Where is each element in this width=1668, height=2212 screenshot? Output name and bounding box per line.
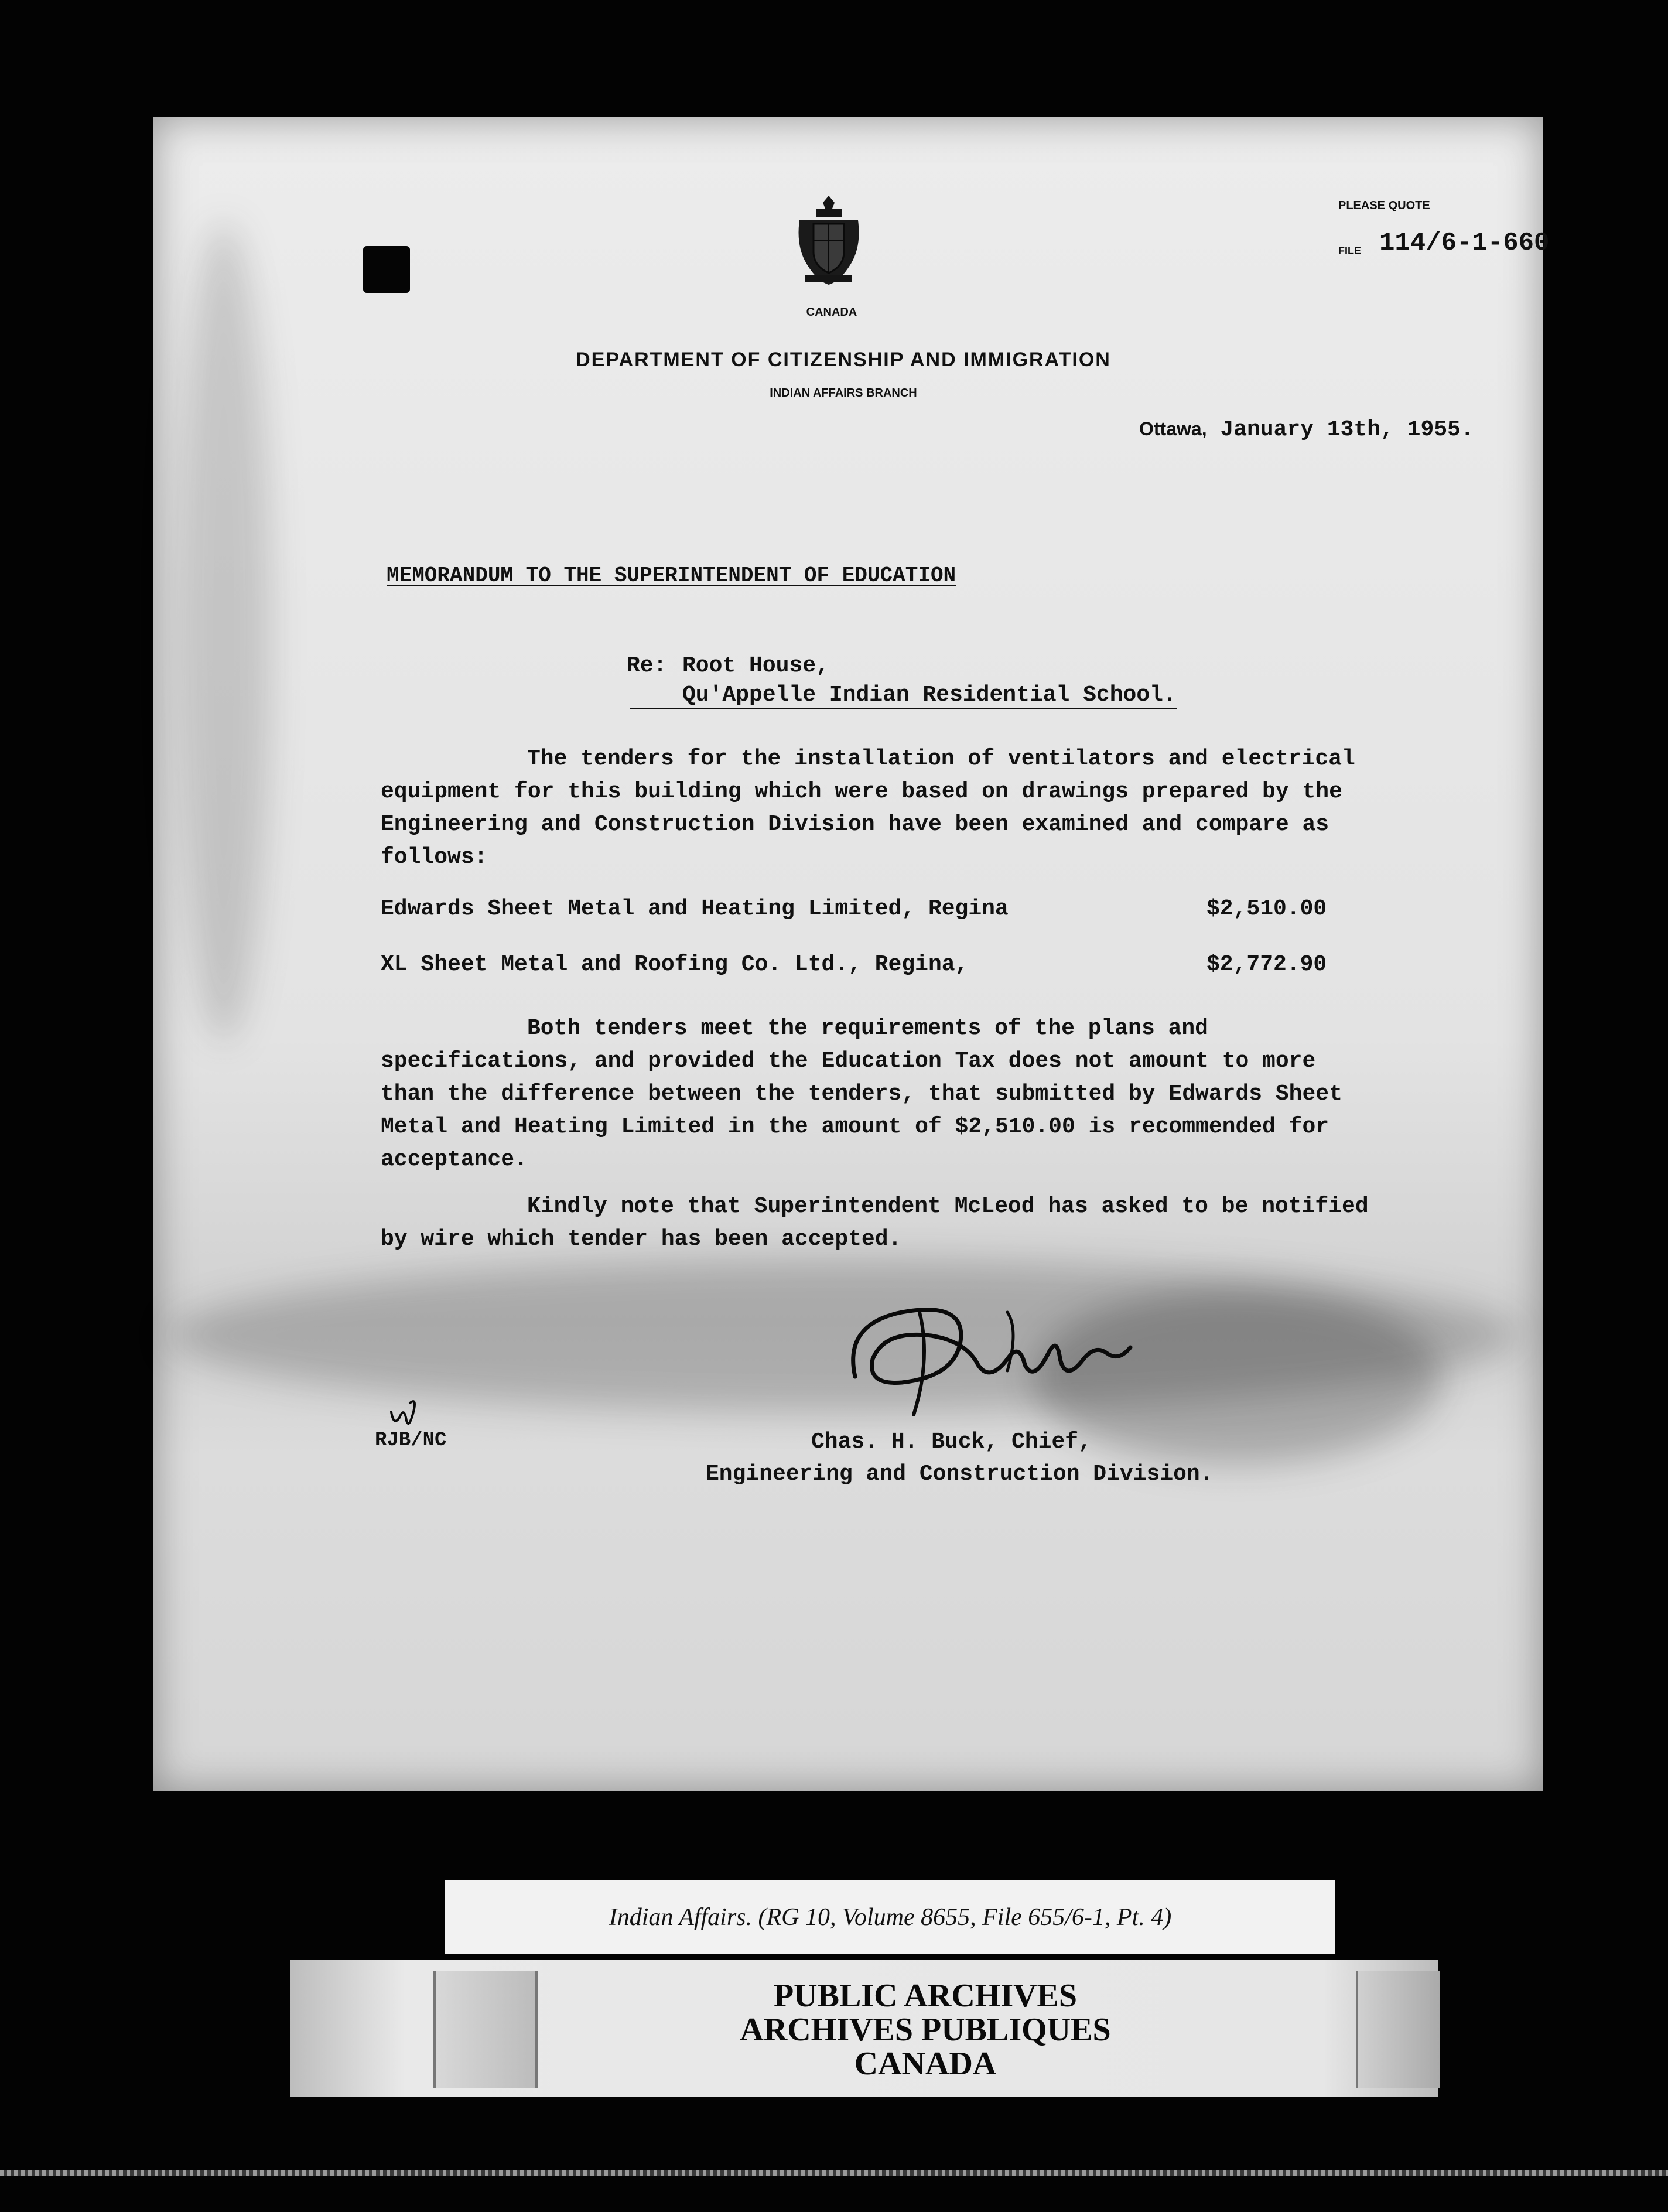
tender-1-name: Edwards Sheet Metal and Heating Limited, Regina — [381, 896, 1009, 921]
signatory-division: Engineering and Construction Division. — [706, 1462, 1214, 1487]
tender-1-amount: $2,510.00 — [1206, 896, 1327, 921]
file-number: 114/6-1-660 — [1379, 228, 1550, 258]
re-subject-line1: Root House, — [682, 653, 829, 678]
paragraph-2: Both tenders meet the requirements of the plans and specifications, and provided the Education Tax does not amount to more than the difference between the tenders, that submitted by Edwards Sheet Metal and Heating Limited in the amount of $2,510.00 is recommended for acceptance. — [381, 1016, 1342, 1172]
handwritten-signature — [832, 1289, 1136, 1424]
re-label: Re: — [627, 653, 667, 678]
signatory-name: Chas. H. Buck, Chief, — [811, 1429, 1092, 1455]
city: Ottawa, — [1139, 418, 1207, 439]
tender-2-amount: $2,772.90 — [1206, 952, 1327, 977]
branch-title: INDIAN AFFAIRS BRANCH — [770, 387, 917, 400]
coat-of-arms-icon — [794, 193, 864, 287]
paragraph-3: Kindly note that Superintendent McLeod has asked to be notified by wire which tender has been accepted. — [381, 1194, 1369, 1252]
please-quote-label: PLEASE QUOTE — [1338, 199, 1430, 212]
archive-reference-label: Indian Affairs. (RG 10, Volume 8655, File 655/6-1, Pt. 4) — [445, 1880, 1335, 1954]
archive-stamp-line1: PUBLIC ARCHIVES — [773, 1978, 1078, 2014]
archive-stamp-line2: ARCHIVES PUBLIQUES — [740, 2012, 1111, 2048]
archive-stamp — [615, 1979, 1236, 2081]
department-title: DEPARTMENT OF CITIZENSHIP AND IMMIGRATION — [576, 349, 1111, 371]
tender-2-name: XL Sheet Metal and Roofing Co. Ltd., Regina, — [381, 952, 969, 977]
memo-heading: MEMORANDUM TO THE SUPERINTENDENT OF EDUCATION — [387, 564, 956, 588]
date-line — [1139, 417, 1474, 442]
tape-right — [1356, 1971, 1440, 2088]
punch-mark — [363, 246, 410, 293]
tape-left — [433, 1971, 538, 2088]
re-subject-line2: Qu'Appelle Indian Residential School. — [630, 682, 1177, 709]
file-label: FILE — [1338, 245, 1361, 257]
typist-reference: RJB/NC — [375, 1429, 447, 1452]
archive-stamp-line3: CANADA — [854, 2046, 997, 2082]
film-edge-rule — [0, 2170, 1668, 2176]
paragraph-1: The tenders for the installation of ventilators and electrical equipment for this building which were based on drawings prepared by the Engineering and Construction Division have been examined and compare as follows: — [381, 746, 1355, 870]
crest-caption: CANADA — [806, 306, 857, 319]
date: January 13th, 1955. — [1220, 417, 1474, 442]
